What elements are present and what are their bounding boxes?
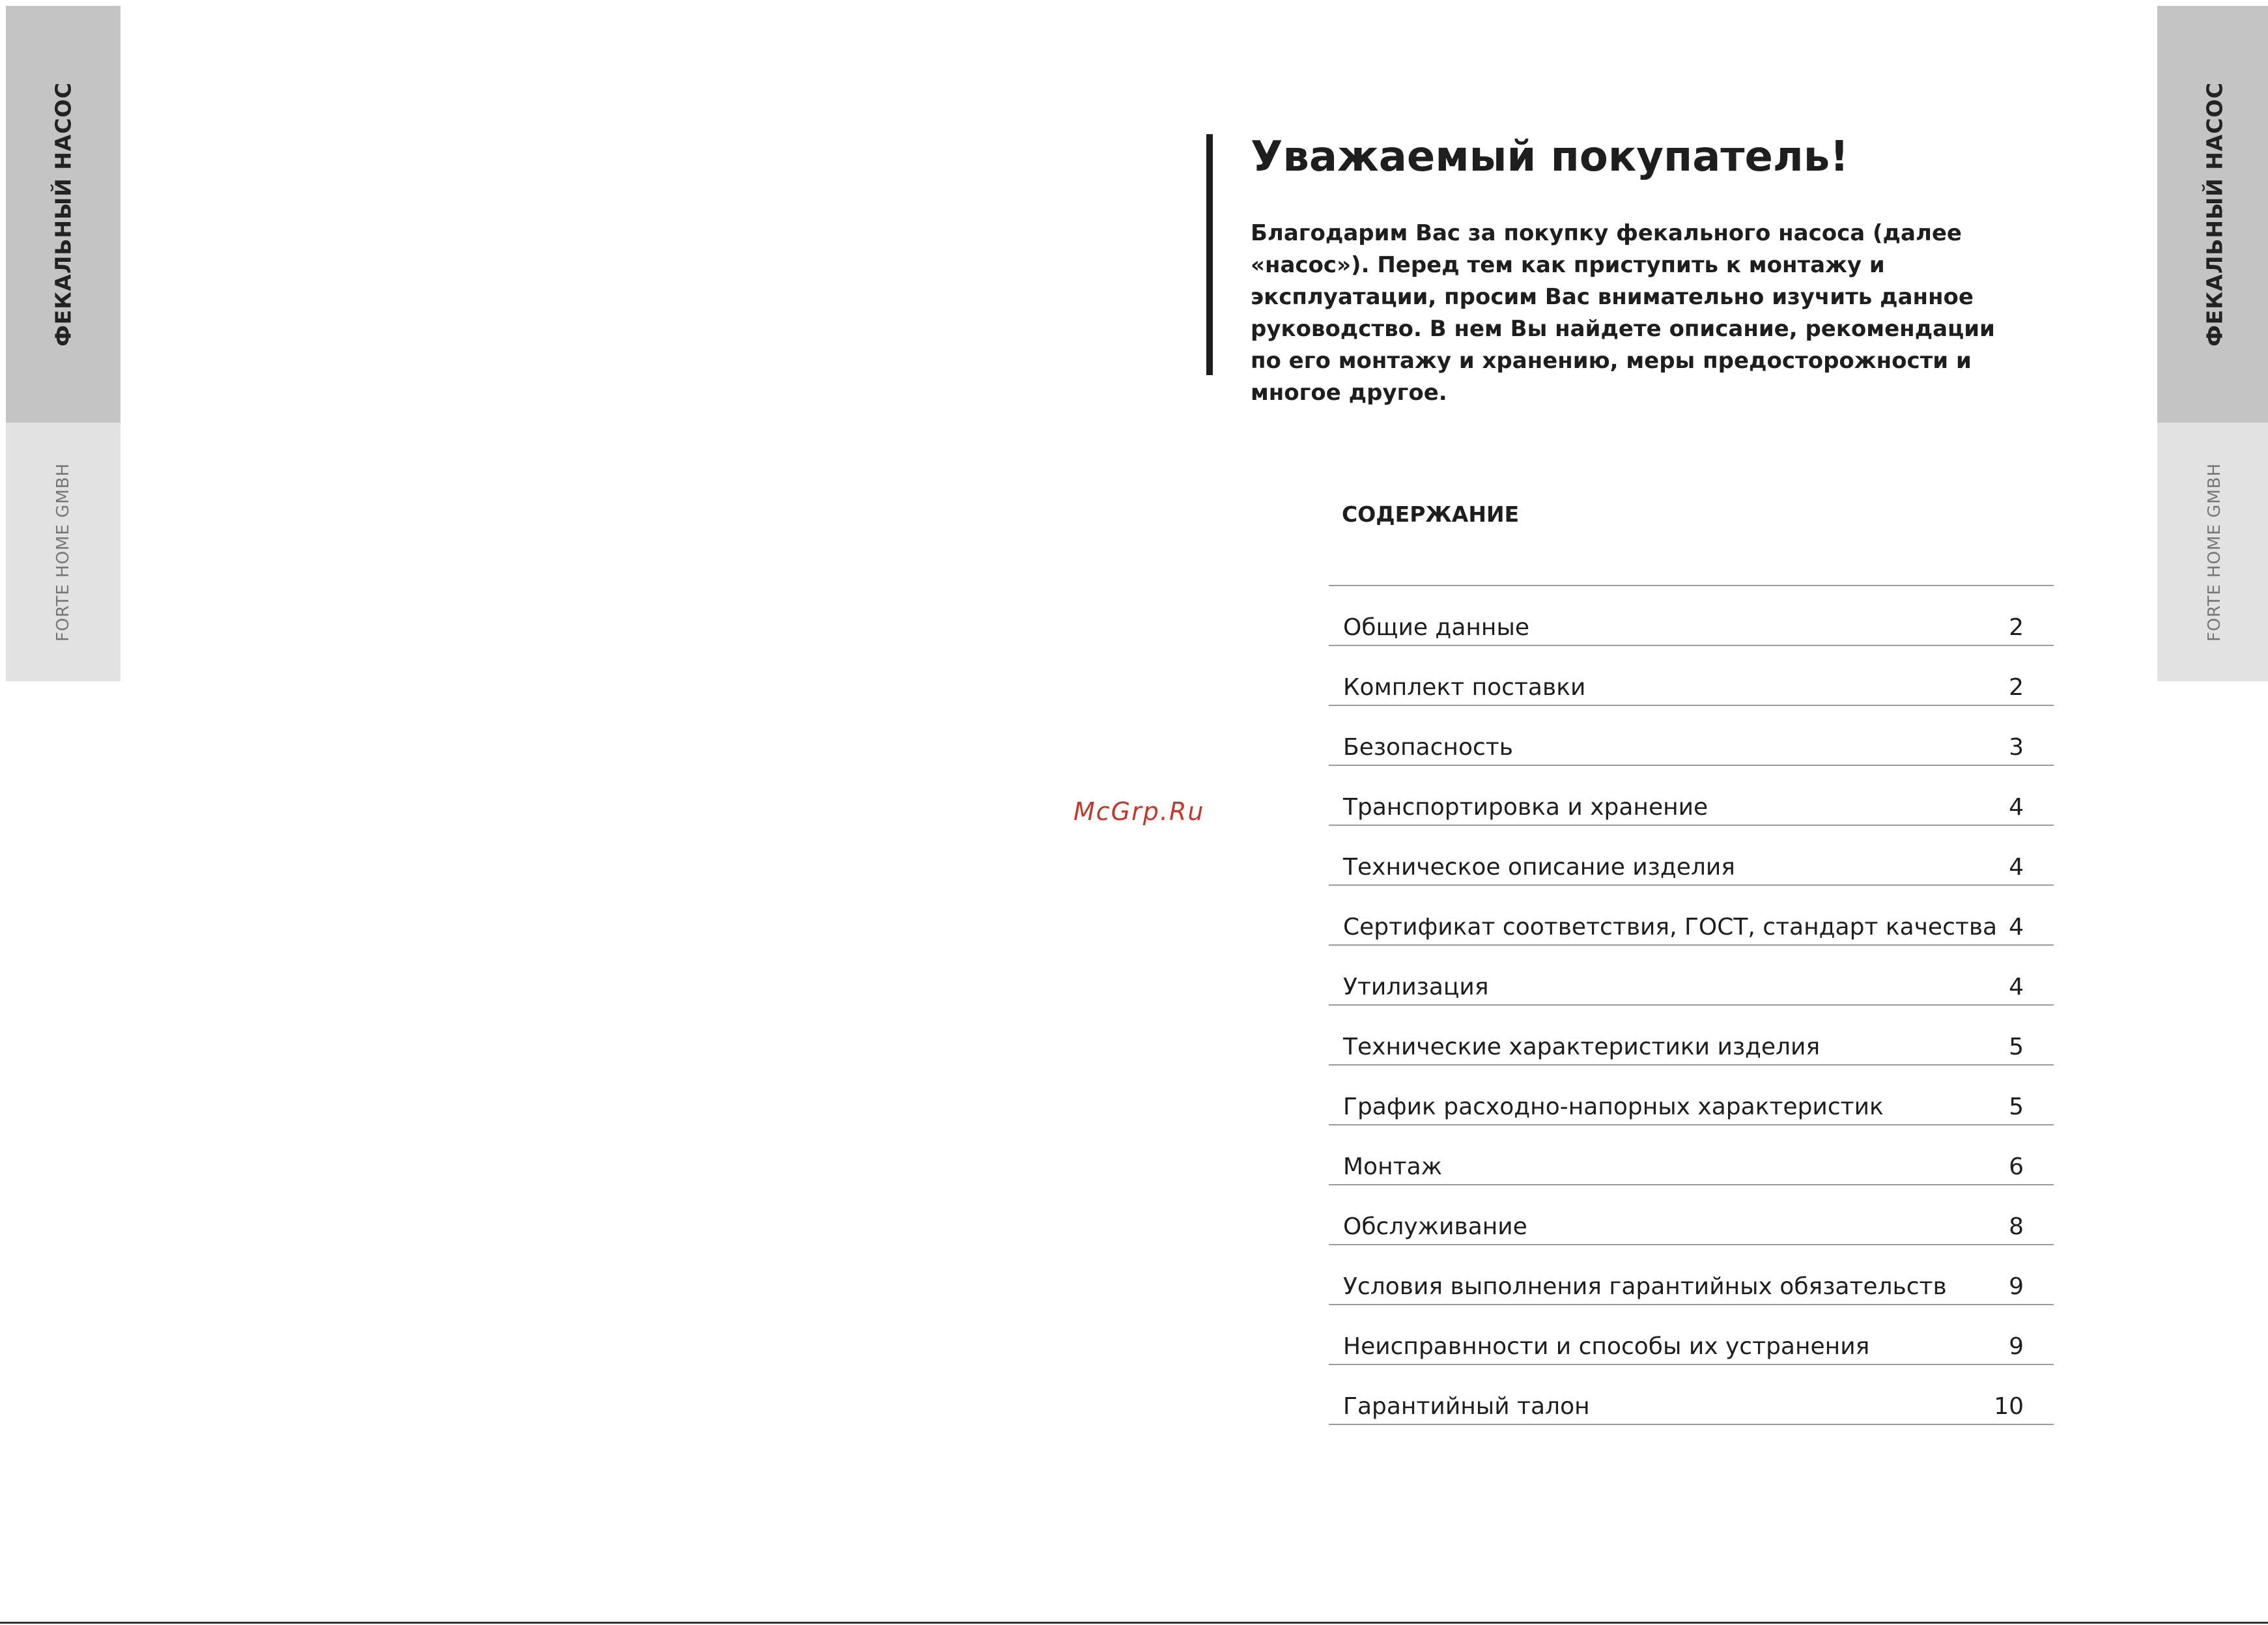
toc-item[interactable] <box>1329 1185 2054 1245</box>
greeting-headline: Уважаемый покупатель! <box>1251 133 1849 181</box>
toc-item-page: 9 <box>2009 1333 2024 1360</box>
toc-item[interactable] <box>1329 1125 2054 1185</box>
toc-list <box>1329 585 2054 1425</box>
toc-item[interactable] <box>1329 1305 2054 1365</box>
toc-item[interactable] <box>1329 946 2054 1006</box>
toc-item[interactable] <box>1329 1066 2054 1125</box>
greeting-body: Благодарим Вас за покупку фекального насоса (далее «насос»). Перед тем как приступить к монтажу и эксплуатации, просим Вас внимательно изучить данное руководство. В нем Вы найдете описание, рекомендации по его монтажу и хранению, меры предосторожности и многое другое. <box>1251 220 1995 406</box>
toc-item-label: Безопасность <box>1343 734 1513 761</box>
right-tab-title: ФЕКАЛЬНЫЙ НАСОС <box>2202 82 2228 346</box>
right-tab-title-block <box>2157 6 2268 423</box>
left-tab-title-block <box>6 6 120 423</box>
toc-item-page: 9 <box>2009 1273 2024 1300</box>
toc-item-page: 4 <box>2009 794 2024 821</box>
toc-item-page: 2 <box>2009 674 2024 701</box>
toc-item-label: Сертификат соответствия, ГОСТ, стандарт качества <box>1343 914 1998 940</box>
toc-item[interactable] <box>1329 886 2054 946</box>
toc-item-label: Общие данные <box>1343 614 1530 641</box>
toc-item-label: Техническое описание изделия <box>1343 854 1735 881</box>
greeting-accent-bar <box>1206 134 1213 375</box>
toc-item-label: Утилизация <box>1343 974 1489 1000</box>
toc-item-label: Монтаж <box>1343 1153 1443 1180</box>
right-tab-brand: FORTE HOME GMBH <box>2205 462 2224 642</box>
toc-item-label: Неисправнности и способы их устранения <box>1343 1333 1870 1360</box>
toc-item-label: Гарантийный талон <box>1343 1393 1590 1420</box>
toc-item-label: Условия выполнения гарантийных обязательств <box>1343 1273 1947 1300</box>
toc-item-label: Технические характеристики изделия <box>1343 1034 1821 1060</box>
toc-item-label: Транспортировка и хранение <box>1343 794 1708 821</box>
toc-item-page: 2 <box>2009 614 2024 641</box>
right-side-tab <box>2157 6 2268 681</box>
left-tab-brand: FORTE HOME GMBH <box>53 462 73 642</box>
toc-item-page: 10 <box>1994 1393 2024 1420</box>
toc-item-page: 3 <box>2009 734 2024 761</box>
left-tab-brand-block <box>6 423 120 681</box>
toc-item[interactable] <box>1329 646 2054 706</box>
watermark-text: McGrp.Ru <box>1073 797 1205 826</box>
toc-item[interactable] <box>1329 826 2054 886</box>
toc-item-label: Комплект поставки <box>1343 674 1586 701</box>
toc-item[interactable] <box>1329 766 2054 826</box>
right-tab-brand-block <box>2157 423 2268 681</box>
toc-item-page: 6 <box>2009 1153 2024 1180</box>
toc-item-label: Обслуживание <box>1343 1213 1527 1240</box>
bottom-divider <box>0 1622 2268 1624</box>
toc-item-page: 5 <box>2009 1034 2024 1060</box>
toc-item[interactable] <box>1329 1006 2054 1066</box>
toc-item-page: 4 <box>2009 854 2024 881</box>
toc-item-page: 4 <box>2009 974 2024 1000</box>
toc-item-page: 8 <box>2009 1213 2024 1240</box>
toc-item[interactable] <box>1329 1245 2054 1305</box>
toc-item[interactable] <box>1329 1365 2054 1425</box>
toc-item-page: 4 <box>2009 914 2024 940</box>
left-tab-title: ФЕКАЛЬНЫЙ НАСОС <box>50 82 76 346</box>
toc-item-label: График расходно-напорных характеристик <box>1343 1094 1884 1120</box>
toc-title: СОДЕРЖАНИЕ <box>1342 502 1520 527</box>
left-side-tab <box>6 6 120 681</box>
toc-item[interactable] <box>1329 706 2054 766</box>
toc-item-page: 5 <box>2009 1094 2024 1120</box>
toc-item[interactable] <box>1329 586 2054 646</box>
